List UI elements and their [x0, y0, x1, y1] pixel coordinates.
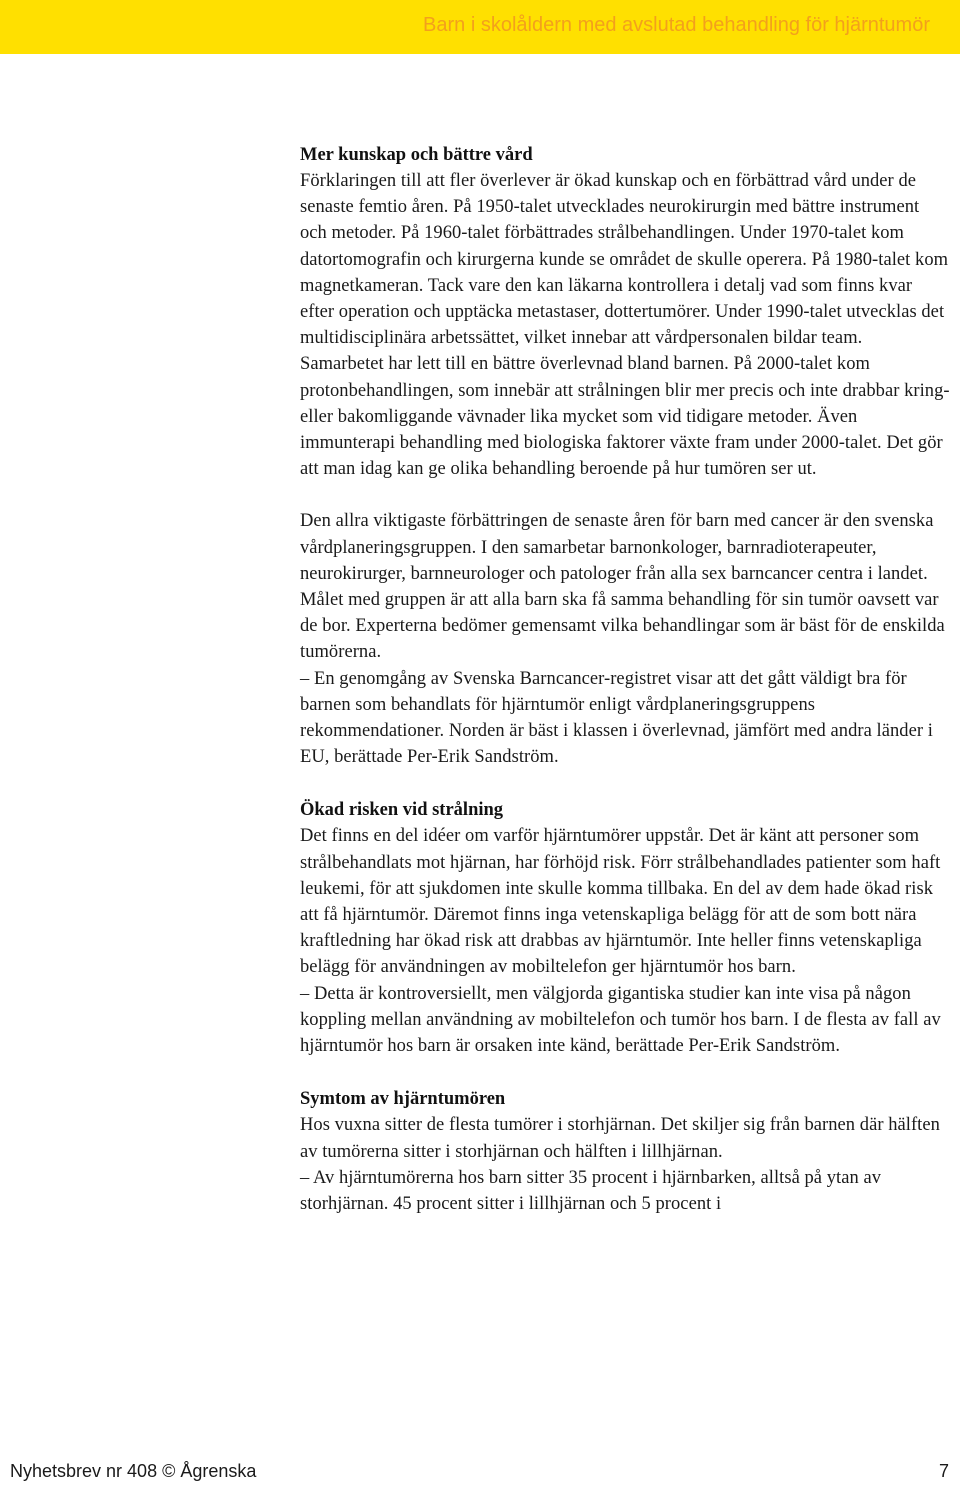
section-symtom [300, 1086, 950, 1217]
header-banner [0, 0, 960, 54]
section-okad-risken [300, 797, 950, 1059]
header-title: Barn i skolåldern med avslutad behandling för hjärntumör [423, 14, 930, 36]
paragraph: Det finns en del idéer om varför hjärntumörer uppstår. Det är känt att personer som strålbehandlats mot hjärnan, har förhöjd risk. Förr strålbehandlades patienter som haft leukemi, för att sjukdomen inte skulle komma tillbaka. En del av dem hade ökad risk att få hjärntumör. Däremot finns inga vetenskapliga belägg för att de som bott nära kraftledning har ökad risk att drabbas av hjärntumör. Inte heller finns vetenskapliga belägg för användningen av mobiltelefon ger hjärntumör hos barn. [300, 826, 941, 978]
paragraph: – Av hjärntumörerna hos barn sitter 35 procent i hjärnbarken, alltså på ytan av storhjärnan. 45 procent sitter i lillhjärnan och 5 procent i [300, 1167, 882, 1214]
paragraph: – En genomgång av Svenska Barncancer-registret visar att det gått väldigt bra för barnen som behandlats för hjärntumör enligt vårdplaneringsgruppens rekommendationer. Norden är bäst i klassen i överlevnad, jämfört med andra länder i EU, berättade Per-Erik Sandström. [300, 668, 933, 768]
section-mer-kunskap [300, 142, 950, 482]
section-vardplaneringsgruppen [300, 508, 950, 770]
section-heading: Symtom av hjärntumören [300, 1089, 506, 1110]
page-number: 7 [938, 1461, 949, 1481]
paragraph: Hos vuxna sitter de flesta tumörer i storhjärnan. Det skiljer sig från barnen där hälften av tumörerna sitter i storhjärnan och hälften i lillhjärnan. [300, 1115, 940, 1162]
footer-publication: Nyhetsbrev nr 408 © Ågrenska [10, 1461, 257, 1481]
paragraph: Förklaringen till att fler överlever är ökad kunskap och en förbättrad vård under de senaste femtio åren. På 1950-talet utvecklades neurokirurgin med bättre instrument och metoder. På 1960-talet förbättrades strålbehandlingen. Under 1970-talet kom datortomografin och kirurgerna kunde se området de skulle operera. På 1980-talet kom magnetkameran. Tack vare den kan läkarna kontrollera i detalj vad som finns kvar efter operation och upptäcka metastaser, dottertumörer. Under 1990-talet utvecklas det multidisciplinära arbetssättet, vilket innebar att vårdpersonalen bildar team. Samarbetet har lett till en bättre överlevnad bland barnen. På 2000-talet kom protonbehandlingen, som innebär att strålningen blir mer precis och inte drabbar kring- eller bakomliggande vävnader lika mycket som vid tidigare metoder. Även immunterapi behandling med biologiska faktorer växte fram under 2000-talet. Det gör att man idag kan ge olika behandling beroende på hur tumören ser ut. [300, 171, 950, 480]
article-body [300, 142, 950, 1217]
section-heading: Mer kunskap och bättre vård [300, 145, 533, 165]
paragraph: – Detta är kontroversiellt, men välgjorda gigantiska studier kan inte visa på någon koppling mellan användning av mobiltelefon och tumör hos barn. I de flesta av fall av hjärntumör hos barn är orsaken inte känd, berättade Per-Erik Sandström. [300, 983, 941, 1057]
section-heading: Ökad risken vid strålning [300, 800, 504, 821]
paragraph: Den allra viktigaste förbättringen de senaste åren för barn med cancer är den svenska vårdplaneringsgruppen. I den samarbetar barnonkologer, barnradioterapeuter, neurokirurger, barnneurologer och patologer från alla sex barncancer centra i landet. Målet med gruppen är att alla barn ska få samma behandling för sin tumör oavsett var de bor. Experterna bedömer gemensamt vilka behandlingar som är bäst för de enskilda tumörerna. [300, 511, 945, 663]
